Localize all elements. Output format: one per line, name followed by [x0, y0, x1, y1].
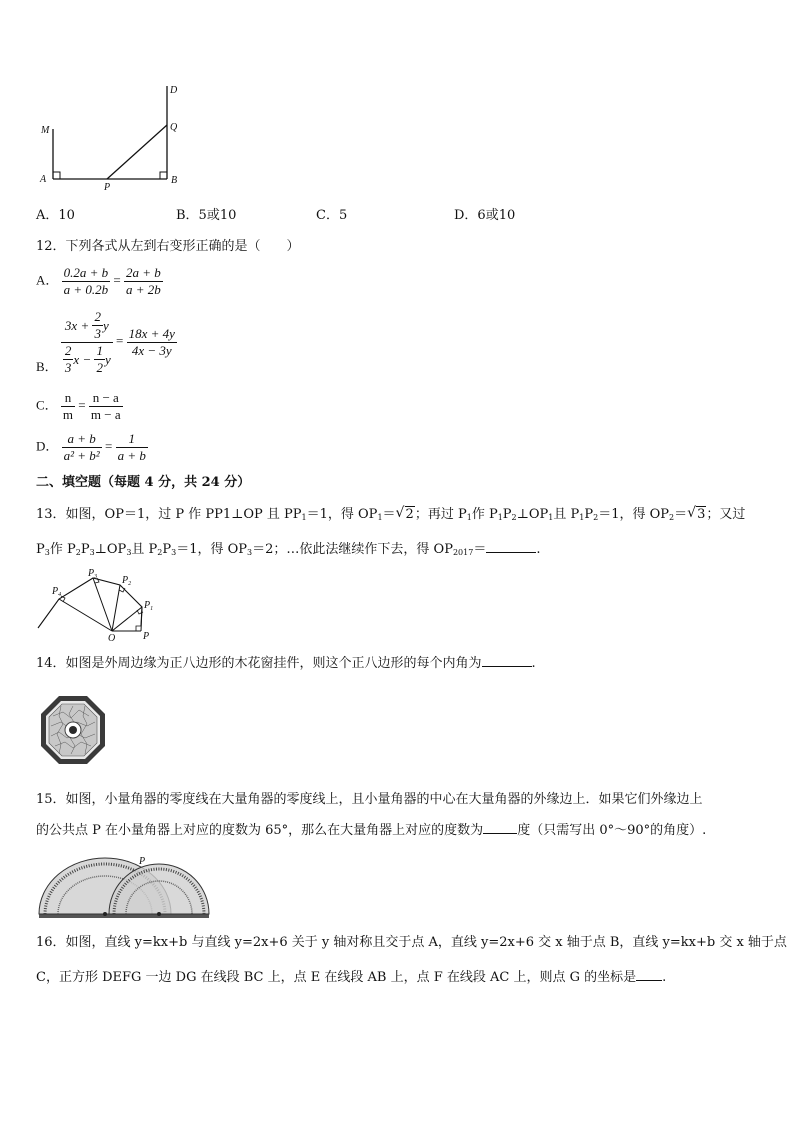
b-right-numerator: 18x + 4y — [128, 326, 175, 341]
q12-option-d: D． $\frac{a + b}{\text{a² + b²}}$ = $\frac{1}{a + b}$ — [36, 431, 146, 463]
q15-line1: 15．如图，小量角器的零度线在大量角器的零度线上，且小量角器的中心在大量角器的外缘边上．如果它们外缘边上 — [36, 792, 703, 807]
q16-text-2: C，正方形 DEFG 一边 DG 在线段 BC 上，点 E 在线段 AB 上，点 F 在线段 AC 上，则点 G 的坐标是 — [36, 970, 637, 985]
ray-OP2 — [112, 585, 120, 631]
q13-text-2c: 且 P — [131, 542, 158, 557]
q16-answer-blank[interactable] — [636, 968, 662, 981]
q15-text-2b: 度（只需写出 0°～90°的角度）. — [517, 823, 707, 838]
q15-answer-blank[interactable] — [483, 821, 517, 834]
label-P1: $P_1$ — [144, 600, 154, 612]
option-b-right-fraction — [127, 326, 177, 359]
q12-option-c: C． $\frac{n}{m}$ = $\frac{n - a}{m - a}$ — [36, 390, 121, 422]
c-left-numerator: n — [64, 390, 72, 405]
b-right-denominator: 4x − 3y — [131, 343, 172, 358]
ray-OP4 — [59, 599, 112, 631]
c-right-numerator: n − a — [92, 390, 119, 405]
section-heading: 二、填空题（每题 4 分，共 24 分） — [36, 475, 251, 490]
q13-text-2a: 作 P — [49, 542, 76, 557]
q11-option-a: A．10 — [36, 208, 75, 223]
label-P: P — [143, 631, 150, 642]
q13-text-1h: ；又过 — [706, 507, 746, 522]
right-angle-A — [53, 172, 60, 179]
option-d-right-fraction — [116, 431, 148, 464]
label-O: O — [108, 633, 116, 644]
q16-line2: C，正方形 DEFG 一边 DG 在线段 BC 上，点 E 在线段 AB 上，点 F 在线段 AC 上，则点 G 的坐标是 . — [36, 970, 667, 985]
a-left-denominator: a + 0.2b — [63, 282, 109, 297]
option-d-left-fraction — [62, 431, 102, 464]
label-M: M — [41, 125, 50, 136]
label-P3: $P_3$ — [88, 568, 98, 580]
ray-OP3 — [93, 578, 112, 631]
a-right-denominator: a + 2b — [126, 282, 161, 297]
c-left-denominator: m — [62, 407, 74, 422]
q12-option-b: B． 3x + $\frac{2}{3}$ y $\frac{2}{3}$ x − $\frac{1}{2}$ y = $\frac{18x + 4y}{4x - 3y}$ — [36, 309, 175, 375]
large-protractor-center — [103, 912, 107, 916]
label-P4: $P_4$ — [52, 586, 62, 598]
label-B: B — [171, 175, 178, 186]
segment-PP1 — [141, 607, 142, 631]
q12-stem: 12．下列各式从左到右变形正确的是（ ） — [36, 239, 300, 254]
q13-text-1f: 且 P — [553, 507, 580, 522]
d-left-denominator: a² + b² — [63, 448, 100, 463]
q14-question: 14．如图是外周边缘为正八边形的木花窗挂件，则这个正八边形的每个内角为 — [36, 656, 482, 671]
a-left-numerator: 0.2a + b — [63, 265, 109, 280]
segment-PQ — [107, 125, 167, 179]
q15-text-2a: 的公共点 P 在小量角器上对应的度数为 65°，那么在大量角器上对应的度数为 — [36, 823, 484, 838]
q13-text-2b: ⊥OP — [94, 542, 127, 557]
label-P: P — [104, 182, 111, 193]
q13-text-1b: ＝1，得 OP — [306, 507, 378, 522]
option-a-right-fraction — [124, 265, 163, 298]
option-a-label: A． — [36, 272, 59, 288]
q13-line2: $P_3$作 $P_2P_3\perp OP_3$且 $P_2P_3=1$，得 $OP_3=2$；…依此法继续作下去，得 $OP_{2017}=$ . — [36, 542, 541, 557]
option-b-left-complex-fraction: 3x + $\frac{2}{3}$ y $\frac{2}{3}$ x − $\frac{1}{2}$ y — [61, 309, 113, 376]
octagon-window-figure — [39, 694, 107, 766]
protractor-base — [39, 914, 209, 918]
label-P: P — [139, 856, 146, 867]
q13-figure — [36, 568, 166, 644]
option-c-right-fraction — [89, 390, 123, 423]
q15-line2 — [36, 821, 706, 840]
protractors-figure — [38, 852, 210, 920]
q14-text: 14．如图是外周边缘为正八边形的木花窗挂件，则这个正八边形的每个内角为 . — [36, 656, 536, 671]
q13-text-1a: 13．如图，OP＝1，过 P 作 PP1⊥OP 且 PP — [36, 507, 302, 522]
option-d-label: D． — [36, 438, 59, 454]
label-D: D — [170, 85, 178, 96]
sqrt-2: √ 2 — [395, 505, 414, 522]
q13-text-2d: ＝1，得 OP — [176, 542, 248, 557]
option-c-label: C． — [36, 397, 58, 413]
d-left-numerator: a + b — [67, 431, 96, 446]
q13-answer-blank[interactable] — [486, 540, 536, 553]
q13-text-2f: ＝ — [473, 542, 487, 557]
q11-figure — [36, 82, 186, 194]
q13-text-1d: 作 P — [471, 507, 498, 522]
q13-text-1e: ⊥OP — [516, 507, 549, 522]
c-right-denominator: m − a — [90, 407, 121, 422]
d-right-denominator: a + b — [117, 448, 146, 463]
small-protractor-center — [157, 912, 161, 916]
q12-option-a: A． $\frac{0.2a + b}{a + 0.2b}$ = $\frac{2a + b}{a + 2b}$ — [36, 265, 161, 297]
label-P2: $P_2$ — [122, 575, 132, 587]
option-c-left-fraction — [61, 390, 75, 423]
label-A: A — [40, 174, 47, 185]
d-right-numerator: 1 — [128, 431, 135, 446]
center-rosette-inner — [69, 726, 77, 734]
right-angle-B — [160, 172, 167, 179]
sqrt-3: √ 3 — [687, 505, 706, 522]
q11-option-b: B．5或10 — [176, 208, 237, 223]
right-angle-P — [136, 626, 141, 631]
a-right-numerator: 2a + b — [126, 265, 161, 280]
q13-text-1g: ＝1，得 OP — [598, 507, 670, 522]
option-b-label: B． — [36, 359, 58, 375]
option-a-left-fraction — [62, 265, 111, 298]
q13-text-1c: ；再过 P — [414, 507, 467, 522]
q11-option-d: D．6或10 — [454, 208, 516, 223]
q14-answer-blank[interactable] — [482, 654, 532, 667]
label-Q: Q — [170, 122, 178, 133]
q13-line1: 13．如图，OP＝1，过 P 作 PP1⊥OP 且 $PP_1=1$，得 $OP_1=$ √ 2；再过 $P_1$作 $P_1P_2\perp OP_1$且 $P_1P_2=1$，得 $OP_2=$ √ 3；又过 — [36, 505, 746, 522]
q13-text-2e: ＝2；…依此法继续作下去，得 OP — [252, 542, 453, 557]
q16-line1: 16．如图，直线 y=kx+b 与直线 y=2x+6 关于 y 轴对称且交于点 A，直线 y=2x+6 交 x 轴于点 B，直线 y=kx+b 交 x 轴于点 — [36, 935, 787, 950]
q11-option-c: C．5 — [316, 208, 348, 223]
